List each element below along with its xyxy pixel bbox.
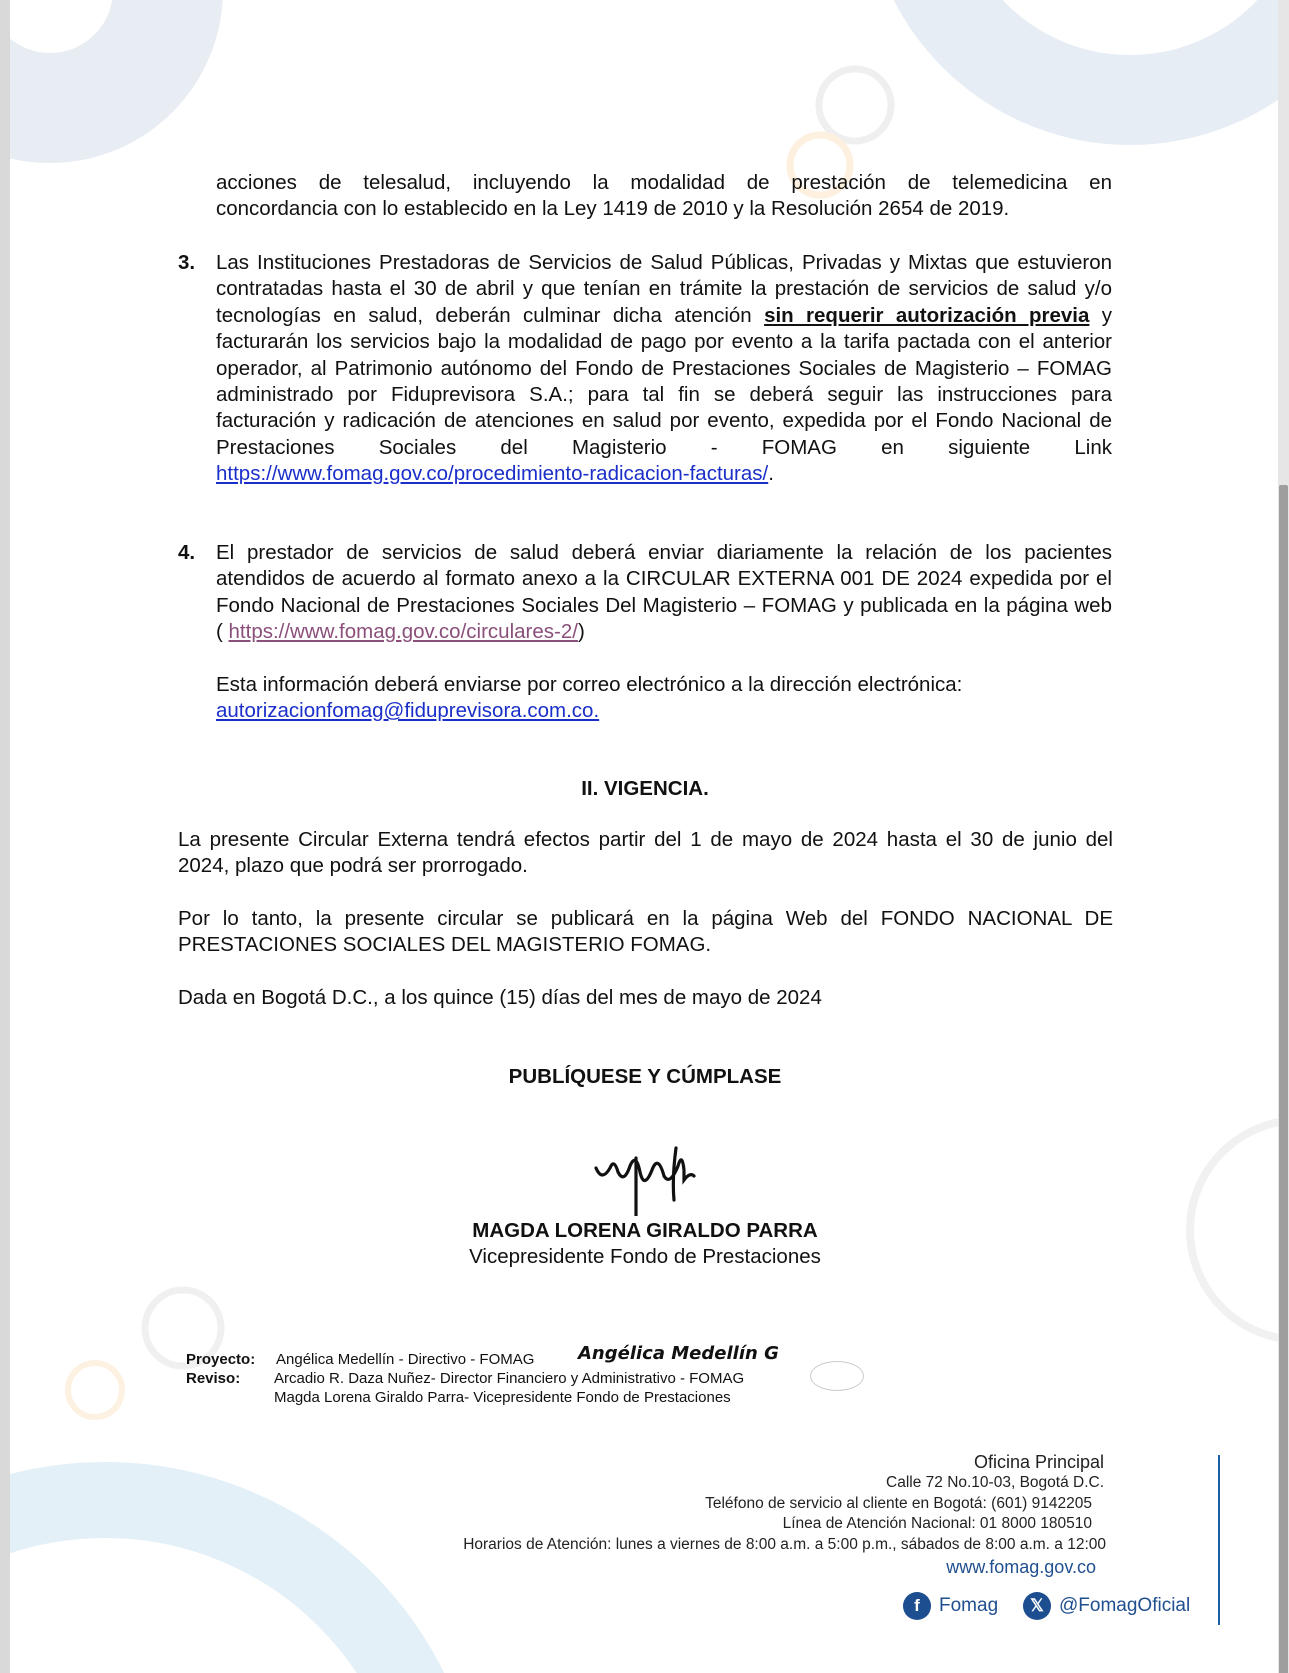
x-twitter-icon: 𝕏 <box>1023 1592 1051 1620</box>
signatory-name: MAGDA LORENA GIRALDO PARRA <box>472 1219 818 1242</box>
section-heading-vigencia: II. VIGENCIA. <box>581 777 709 800</box>
footer-contact <box>463 1451 1104 1579</box>
circulares-link[interactable]: https://www.fomag.gov.co/circulares-2/ <box>228 620 578 644</box>
reviso-line2: Magda Lorena Giraldo Parra- Vicepresidente Fondo de Prestaciones <box>274 1389 731 1406</box>
footer-divider <box>1218 1455 1220 1625</box>
footer-phone: Teléfono de servicio al cliente en Bogotá: (601) 9142205 <box>705 1494 1092 1512</box>
item3-paragraph <box>216 250 1112 488</box>
deco-arc-top-right <box>910 0 1280 100</box>
proyecto-value: Angélica Medellín - Directivo - FOMAG <box>276 1351 535 1368</box>
deco-arc-top-left <box>10 0 168 108</box>
vigencia-paragraph: La presente Circular Externa tendrá efectos partir del 1 de mayo de 2024 hasta el 30 de junio del 2024, plazo que podrá ser prorrogado. <box>178 828 1113 878</box>
credits-block <box>186 1343 1086 1407</box>
signature-block <box>410 1218 880 1270</box>
date-paragraph: Dada en Bogotá D.C., a los quince (15) días del mes de mayo de 2024 <box>178 986 822 1009</box>
deco-ring-right <box>1190 1120 1280 1340</box>
reviso-line1: Arcadio R. Daza Nuñez- Director Financiero y Administrativo - FOMAG <box>274 1370 745 1387</box>
footer-national-line: Línea de Atención Nacional: 01 8000 180510 <box>782 1515 1092 1532</box>
email-link[interactable]: autorizacionfomag@fiduprevisora.com.co. <box>216 699 600 723</box>
email-instruction: Esta información deberá enviarse por correo electrónico a la dirección electrónica: <box>216 672 963 696</box>
signature-image <box>588 1128 728 1216</box>
facebook-icon: f <box>903 1592 931 1620</box>
item4-number: 4. <box>178 541 196 564</box>
item4-close-paren: ) <box>577 620 585 644</box>
closing-statement: PUBLÍQUESE Y CÚMPLASE <box>508 1065 782 1088</box>
deco-ring-orange-left <box>68 1363 122 1417</box>
reviso-initials-stamp <box>810 1361 864 1391</box>
item3-text: Las Instituciones Prestadoras de Servicios de Salud Públicas, Privadas y Mixtas que estuvieron contratadas hasta el 30 de abril y que tenían en trámite la prestación de servicios de salud y/o tecnologías en salud, deberán culminar dicha atención <box>216 251 1112 327</box>
deco-ring-gray-top <box>819 69 891 141</box>
scrollbar-thumb[interactable] <box>1279 485 1288 1673</box>
twitter-handle: @FomagOficial <box>1059 1595 1191 1616</box>
item4-paragraph <box>216 540 1112 724</box>
footer-office: Oficina Principal <box>973 1452 1104 1472</box>
footer-address: Calle 72 No.10-03, Bogotá D.C. <box>886 1474 1104 1491</box>
facebook-handle: Fomag <box>939 1595 999 1616</box>
item4-text: El prestador de servicios de salud deberá enviar diariamente la relación de los pacientes atendidos de acuerdo al formato anexo a la CIRCULAR EXTERNA 001 DE 2024 expedida por el Fondo Nacional de Prestaciones Sociales Del Magisterio – FOMAG y publicada en la página web ( <box>216 541 1112 644</box>
item2-line2: concordancia con lo establecido en la Ley 1419 de 2010 y la Resolución 2654 de 2019. <box>216 197 1010 221</box>
proyecto-label: Proyecto: <box>186 1351 256 1368</box>
document-page <box>10 0 1280 1673</box>
proyecto-handwritten-initials: Angélica Medellín G <box>578 1343 779 1364</box>
item2-continuation <box>216 170 1112 223</box>
scrollbar[interactable] <box>1278 0 1289 1673</box>
item3-emphasis: sin requerir autorización previa <box>764 303 1090 327</box>
item3-number: 3. <box>178 251 196 274</box>
signatory-title: Vicepresidente Fondo de Prestaciones <box>469 1245 821 1268</box>
reviso-label: Reviso: <box>186 1370 241 1387</box>
publication-paragraph: Por lo tanto, la presente circular se publicará en la página Web del FONDO NACIONAL DE PRESTACIONES SOCIALES DEL MAGISTERIO FOMAG. <box>178 907 1113 957</box>
radicacion-facturas-link[interactable]: https://www.fomag.gov.co/procedimiento-radicacion-facturas/ <box>216 462 769 486</box>
footer-hours: Horarios de Atención: lunes a viernes de 8:00 a.m. a 5:00 p.m., sábados de 8:00 a.m. a 12:00 <box>463 1535 1106 1553</box>
item3-text-cont: y facturarán los servicios bajo la modalidad de pago por evento a la tarifa pactada con el anterior operador, al Patrimonio autónomo del Fondo de Prestaciones Sociales de Magisterio – FOMAG administrado por Fiduprevisora S.A.; para tal fin se deberá seguir las instrucciones para facturación y radicación de atenciones en salud por evento, expedida por el Fondo Nacional de Prestaciones Sociales del Magisterio - FOMAG en siguiente Link <box>216 303 1112 459</box>
twitter-link[interactable] <box>1023 1592 1190 1620</box>
item3-period: . <box>768 462 774 486</box>
deco-arc-bottom-left <box>10 1500 445 1673</box>
footer-website[interactable]: www.fomag.gov.co <box>946 1557 1096 1577</box>
item2-line1: acciones de telesalud, incluyendo la modalidad de prestación de telemedicina en <box>216 171 1112 194</box>
facebook-link[interactable] <box>903 1592 998 1620</box>
